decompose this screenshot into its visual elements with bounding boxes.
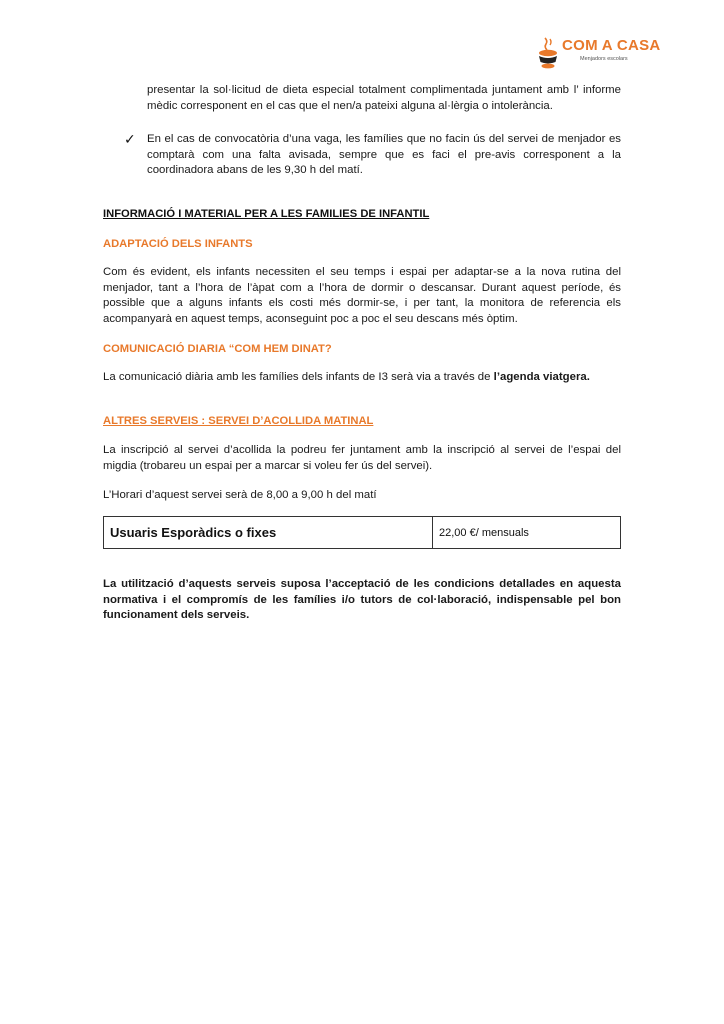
final-note: La utilització d’aquests serveis suposa l’acceptació de les condicions detallades en aquesta normativa i el compromís de les famílies i/o tutors de col·laboració, indispensable pel bon funcionament dels serveis. xyxy=(103,578,621,622)
altres-heading: ALTRES SERVEIS : SERVEI D’ACOLLIDA MATINAL xyxy=(103,415,374,427)
comunicacio-paragraph xyxy=(103,370,621,386)
inscripcio-paragraph: La inscripció al servei d’acollida la podreu fer juntament amb la inscripció al servei de l’espai del migdia (trobareu un espai per a marcar si voleu fer ús del servei). xyxy=(103,444,621,472)
service-price-table xyxy=(103,516,621,549)
user-type-cell: Usuaris Esporàdics o fixes xyxy=(104,517,433,549)
adaptacio-paragraph: Com és evident, els infants necessiten el seu temps i espai per adaptar-se a la nova rutina del menjador, tant a l’hora de l’àpat com a l’hora de dormir o descansar. Durant aquest període, és possible que a alguns infants els costi més dormir-se, i per tant, la monitora de referencia els acompanyarà en aquest temps, aconseguint poc a poc el seu descans més òptim. xyxy=(103,266,621,325)
pot-icon xyxy=(536,36,560,70)
comunicacio-heading: COMUNICACIÓ DIARIA “COM HEM DINAT? xyxy=(103,343,332,355)
agenda-viatgera: l’agenda viatgera. xyxy=(493,371,590,383)
brand-tagline: Menjadors escolars xyxy=(580,56,628,62)
strike-paragraph: En el cas de convocatòria d’una vaga, les famílies que no facin ús del servei de menjador es comptarà com una falta avisada, sempre que es faci el pre-avis corresponent a la coordinadora abans de les 9,30 h del matí. xyxy=(147,133,621,177)
comunicacio-text: La comunicació diària amb les famílies dels infants de I3 serà via a través de xyxy=(103,371,494,383)
adaptacio-heading: ADAPTACIÓ DELS INFANTS xyxy=(103,238,253,250)
brand-logo xyxy=(536,36,661,76)
checkmark-icon: ✓ xyxy=(124,131,136,147)
brand-name: COM A CASA xyxy=(562,37,661,54)
section-title: INFORMACIÓ I MATERIAL PER A LES FAMILIES DE INFANTIL xyxy=(103,208,430,220)
horari-paragraph: L’Horari d’aquest servei serà de 8,00 a 9,00 h del matí xyxy=(103,489,377,501)
price-cell: 22,00 €/ mensuals xyxy=(433,517,621,549)
continuation-paragraph: presentar la sol·licitud de dieta especial totalment complimentada juntament amb l’ informe mèdic corresponent en el cas que el nen/a pateixi alguna al·lèrgia o intolerància. xyxy=(147,84,621,112)
table-row xyxy=(104,517,621,549)
